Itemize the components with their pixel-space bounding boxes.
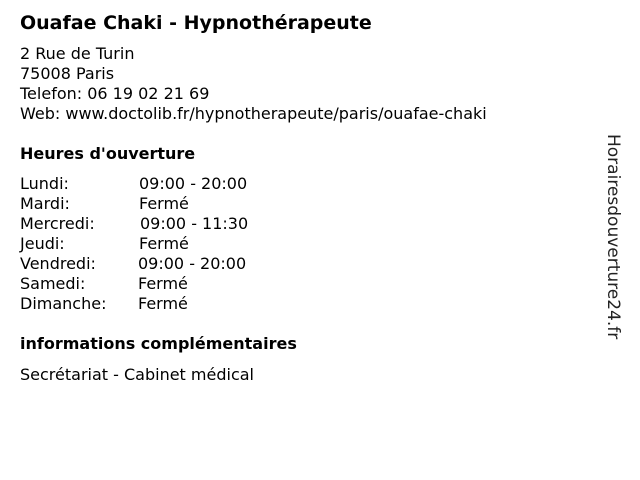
day-hours: Fermé [139, 194, 189, 213]
day-hours: 09:00 - 20:00 [139, 174, 248, 193]
day-label: Jeudi: [20, 234, 65, 253]
opening-hours-heading: Heures d'ouverture [20, 144, 196, 163]
phone-number: Telefon: 06 19 02 21 69 [20, 84, 210, 103]
page-title: Ouafae Chaki - Hypnothérapeute [20, 12, 372, 34]
address-street: 2 Rue de Turin [20, 44, 135, 63]
day-hours: 09:00 - 11:30 [140, 214, 249, 233]
address-block [20, 44, 487, 124]
day-hours: Fermé [138, 274, 188, 293]
additional-info-heading: informations complémentaires [20, 334, 297, 353]
day-label: Samedi: [20, 274, 86, 293]
day-label: Mercredi: [20, 214, 95, 233]
day-label: Vendredi: [20, 254, 96, 273]
additional-info-text: Secrétariat - Cabinet médical [20, 365, 254, 384]
site-brand-label: Horairesdouverture24.fr [603, 134, 623, 340]
day-hours: 09:00 - 20:00 [138, 254, 247, 273]
day-label: Dimanche: [20, 294, 107, 313]
day-hours: Fermé [139, 234, 189, 253]
day-label: Lundi: [20, 174, 69, 193]
day-label: Mardi: [20, 194, 70, 213]
day-hours: Fermé [138, 294, 188, 313]
address-city: 75008 Paris [20, 64, 115, 83]
website-link[interactable]: Web: www.doctolib.fr/hypnotherapeute/paris/ouafae-chaki [20, 104, 487, 123]
